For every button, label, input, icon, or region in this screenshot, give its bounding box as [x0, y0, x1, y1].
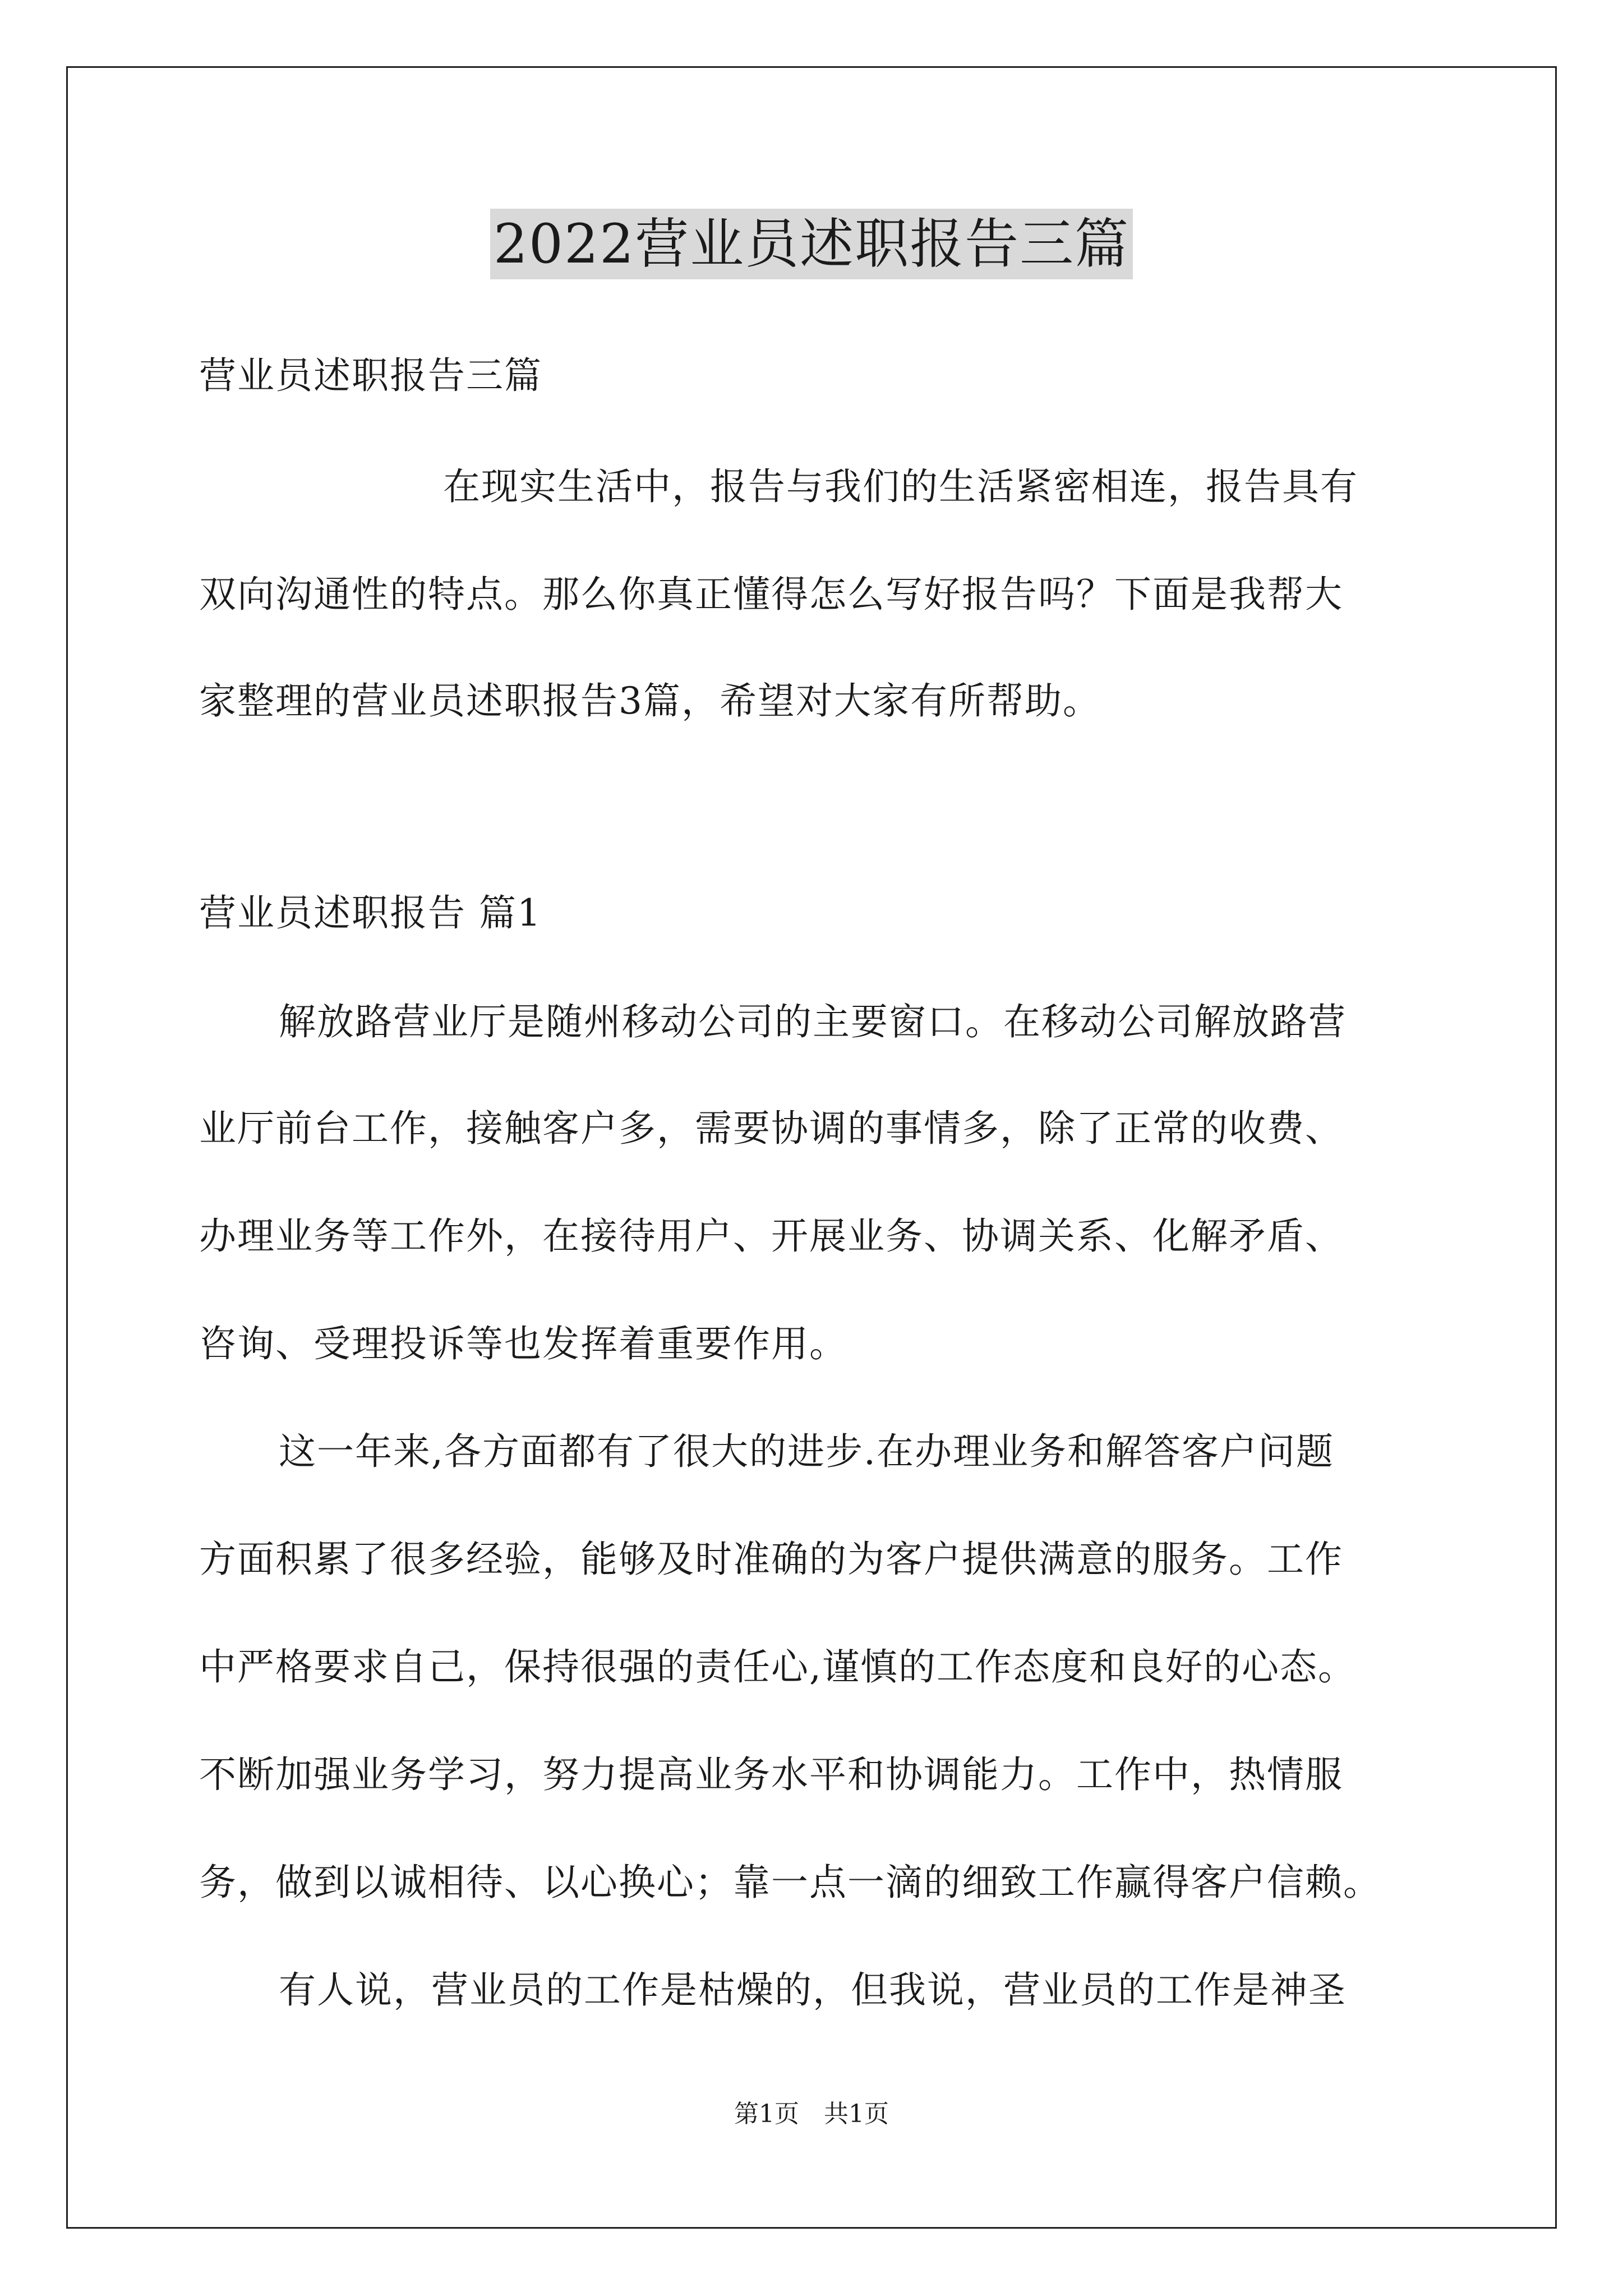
intro-line-2: 双向沟通性的特点。那么你真正懂得怎么写好报告吗？下面是我帮大 [199, 573, 1343, 616]
section-heading: 营业员述职报告 篇1 [199, 891, 542, 935]
body-line-10: 有人说，营业员的工作是枯燥的，但我说，营业员的工作是神圣 [279, 1968, 1347, 2012]
body-line-5: 这一年来,各方面都有了很大的进步.在办理业务和解答客户问题 [279, 1430, 1334, 1473]
body-line-3: 办理业务等工作外，在接待用户、开展业务、协调关系、化解矛盾、 [199, 1214, 1343, 1258]
intro-line-3: 家整理的营业员述职报告3篇，希望对大家有所帮助。 [199, 679, 1101, 723]
body-line-9: 务，做到以诚相待、以心换心；靠一点一滴的细致工作赢得客户信赖。 [199, 1861, 1381, 1904]
page-footer: 第1页 共1页 [734, 2100, 889, 2128]
body-line-1: 解放路营业厅是随州移动公司的主要窗口。在移动公司解放路营 [279, 1000, 1347, 1043]
intro-line-1: 在现实生活中，报告与我们的生活紧密相连，报告具有 [443, 465, 1358, 508]
body-line-2: 业厅前台工作，接触客户多，需要协调的事情多，除了正常的收费、 [199, 1107, 1343, 1150]
body-line-6: 方面积累了很多经验，能够及时准确的为客户提供满意的服务。工作 [199, 1538, 1343, 1581]
body-line-7: 中严格要求自己，保持很强的责任心,谨慎的工作态度和良好的心态。 [199, 1645, 1356, 1688]
document-title: 2022营业员述职报告三篇 [490, 209, 1133, 279]
title-container [0, 209, 1623, 279]
body-line-8: 不断加强业务学习，努力提高业务水平和协调能力。工作中，热情服 [199, 1753, 1343, 1796]
body-line-4: 咨询、受理投诉等也发挥着重要作用。 [199, 1322, 847, 1365]
document-subtitle: 营业员述职报告三篇 [199, 354, 542, 397]
